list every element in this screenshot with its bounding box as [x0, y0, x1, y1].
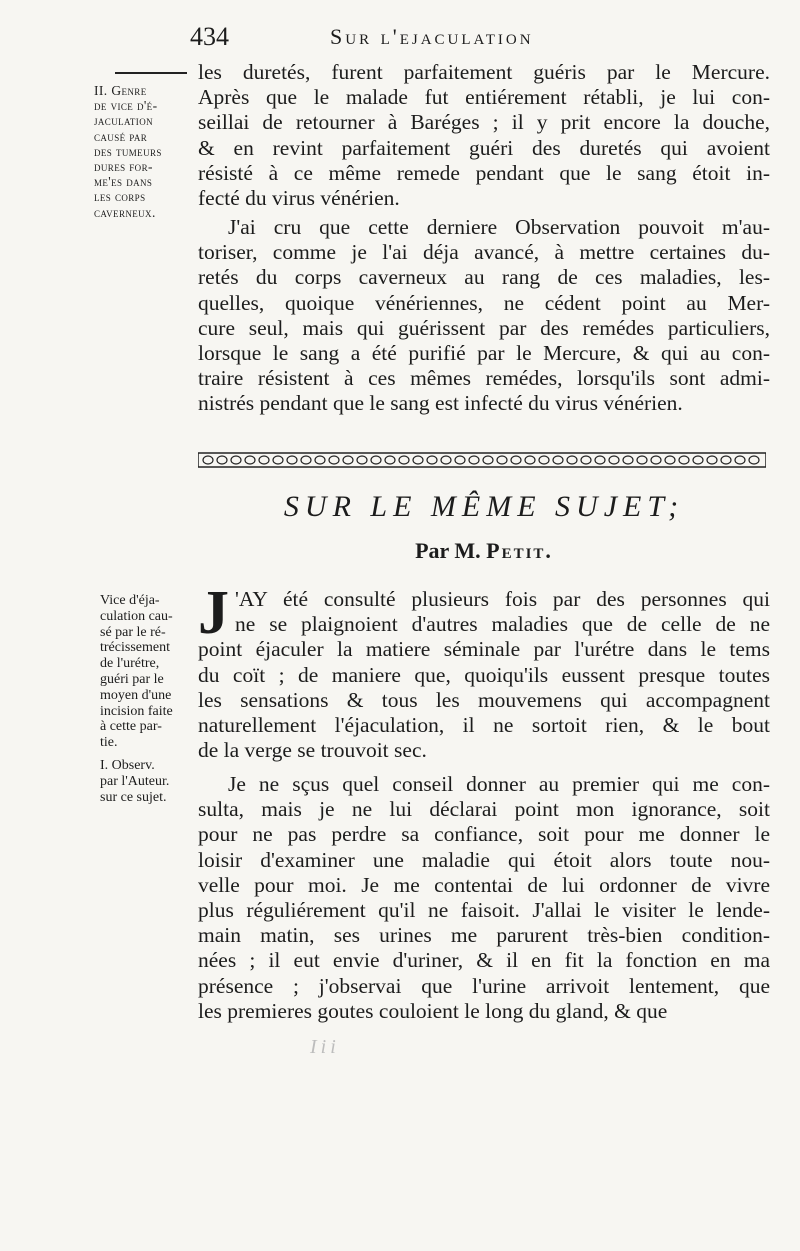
text-line: toriser, comme je l'ai déja avancé, à mettre certaines du-	[198, 240, 770, 265]
margin-note-line: I. Observ.	[100, 758, 155, 773]
text-line: ne se plaignoient d'autres maladies que de celle de ne	[235, 612, 770, 637]
text-line: fecté du virus vénérien.	[198, 186, 400, 211]
margin-note-line: caverneux.	[94, 204, 156, 220]
margin-note-line: par l'Auteur.	[100, 773, 170, 789]
text-line: résisté à ce même remede pendant que le sang étoit in-	[198, 160, 770, 185]
text-line: sulta, mais je ne lui déclarai point mon ignorance, soit	[198, 797, 770, 822]
text-line: J'ai cru que cette derniere Observation pouvoit m'au-	[228, 215, 770, 239]
text-line: Je ne sçus quel conseil donner au premier qui me con-	[228, 772, 770, 796]
text-line: du coït ; de maniere que, quoiqu'ils eussent presque toutes	[198, 662, 770, 687]
byline-prefix: Par M.	[415, 538, 481, 563]
margin-note-line: causé par	[94, 128, 148, 144]
text-line: nées ; il eut envie d'uriner, & il en fit la fonction en ma	[198, 948, 770, 973]
paragraph-4	[198, 772, 770, 1024]
text-line: nistrés pendant que le sang est infecté du virus vénérien.	[198, 391, 683, 416]
margin-note-line: II. Genre	[94, 83, 147, 98]
margin-note-line: guéri par le	[100, 671, 164, 687]
margin-note-line: me'es dans	[94, 174, 153, 190]
margin-note-line: des tumeurs	[94, 143, 162, 159]
text-line: Après que le malade fut entiérement rétabli, je lui con-	[198, 85, 770, 110]
text-line: les sensations & tous les mouvemens qui accompagnent	[198, 687, 770, 712]
text-line: loisir d'examiner une maladie qui étoit alors toute nou-	[198, 847, 770, 872]
text-line: plus réguliérement qu'il ne faisoit. J'allai le visiter le lende-	[198, 898, 770, 923]
page-header	[190, 22, 770, 52]
text-line: de la verge se trouvoit sec.	[198, 738, 427, 763]
margin-note-line: dures for-	[94, 159, 153, 175]
margin-note-line: Vice d'éja-	[100, 593, 160, 608]
running-head: Sur l'ejaculation	[330, 24, 534, 49]
margin-note-line: incision faite	[100, 703, 173, 719]
paragraph-2	[198, 215, 770, 417]
page-number: 434	[190, 22, 229, 51]
margin-rule	[115, 72, 187, 74]
author-name: Petit.	[486, 538, 553, 563]
text-line: pour ne pas perdre sa confiance, soit pour me donner le	[198, 822, 770, 847]
text-line: velle pour moi. Je me contentai de lui ordonner de vivre	[198, 872, 770, 897]
text-line: seillai de retourner à Baréges ; il y prit encore la douche,	[198, 110, 770, 135]
signature-mark: Iii	[310, 1036, 340, 1058]
margin-note-line: sur ce sujet.	[100, 789, 167, 805]
byline	[198, 538, 770, 564]
margin-note-line: sé par le ré-	[100, 624, 166, 640]
margin-note-observation	[100, 758, 192, 805]
text-line: présence ; j'observai que l'urine arrivoit lentement, que	[198, 973, 770, 998]
text-line: cure seul, mais qui guérissent par des remédes particuliers,	[198, 315, 770, 340]
text-line: point éjaculer la matiere séminale par l'urétre dans le tems	[198, 637, 770, 662]
margin-note-line: trécissement	[100, 640, 170, 656]
margin-note-genre	[94, 83, 186, 220]
paragraph-3	[198, 579, 770, 763]
text-line: quelles, quoique vénériennes, ne cédent point au Mer-	[198, 290, 770, 315]
paragraph-1	[198, 60, 770, 211]
text-line: les premieres goutes couloient le long du gland, & que	[198, 998, 668, 1023]
margin-note-line: de l'urétre,	[100, 656, 160, 672]
margin-note-line: tie.	[100, 735, 118, 751]
margin-note-line: les corps	[94, 189, 146, 205]
text-line: retés du corps caverneux au rang de ces maladies, les-	[198, 265, 770, 290]
section-title: SUR LE MÊME SUJET;	[283, 490, 685, 523]
margin-note-line: jaculation	[94, 113, 153, 129]
margin-note-line: à cette par-	[100, 719, 162, 735]
text-line: 'AY été consulté plusieurs fois par des personnes qui	[235, 587, 770, 611]
ornamental-divider	[198, 452, 766, 468]
margin-note-vice	[100, 593, 192, 751]
margin-note-line: culation cau-	[100, 608, 173, 624]
drop-cap: J	[198, 579, 229, 647]
text-line: les duretés, furent parfaitement guéris par le Mercure.	[198, 60, 770, 84]
margin-note-line: moyen d'une	[100, 687, 172, 703]
text-line: lorsque le sang a été purifié par le Mercure, & qui au con-	[198, 341, 770, 366]
margin-note-line: de vice d'é-	[94, 98, 158, 114]
text-line: main matin, ses urines me parurent très-bien condition-	[198, 923, 770, 948]
text-line: traire résistent à ces mêmes remédes, lorsqu'ils sont admi-	[198, 366, 770, 391]
text-line: & en revint parfaitement guéri des duretés qui avoient	[198, 135, 770, 160]
text-line: naturellement l'éjaculation, il ne sortoit rien, & le bout	[198, 713, 770, 738]
